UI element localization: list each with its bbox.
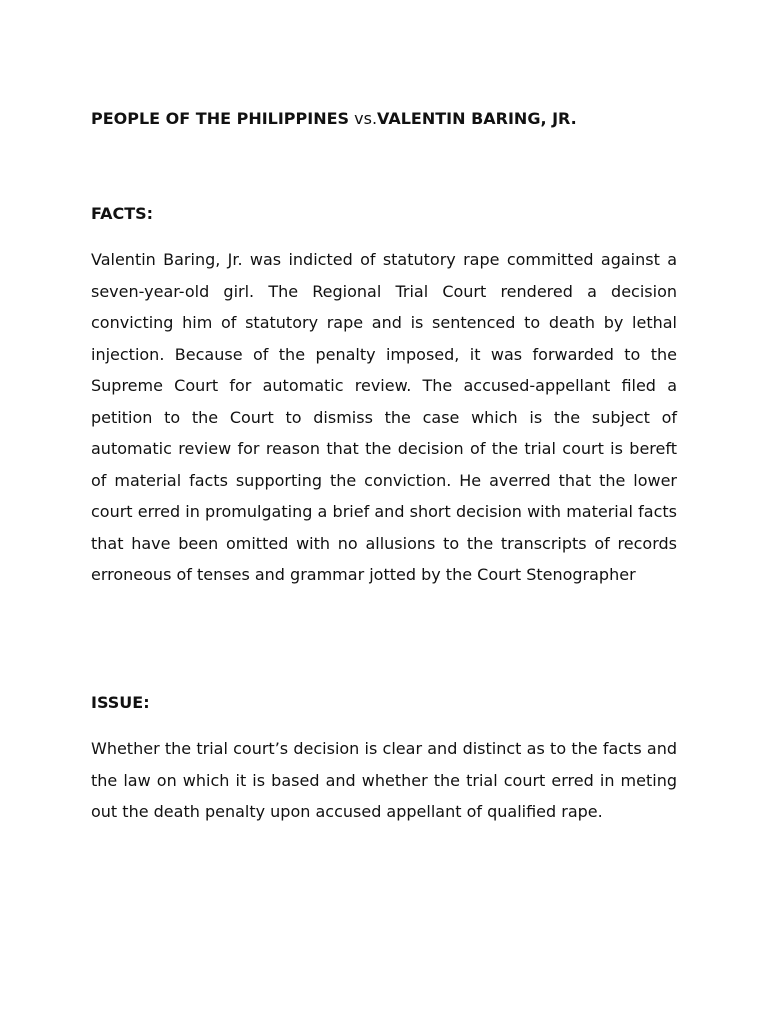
case-title [91, 108, 691, 130]
issue-heading: ISSUE: [91, 693, 150, 712]
case-title-party-two: VALENTIN BARING, JR. [377, 109, 577, 128]
facts-paragraph: Valentin Baring, Jr. was indicted of statutory rape committed against a seven-year-old girl. The Regional Trial Court rendered a decision convicting him of statutory rape and is sentenced to death by lethal injection. Because of the penalty imposed, it was forwarded to the Supreme Court for automatic review. The accused-appellant filed a petition to the Court to dismiss the case which is the subject of automatic review for reason that the decision of the trial court is bereft of material facts supporting the conviction. He averred that the lower court erred in promulgating a brief and short decision with material facts that have been omitted with no allusions to the transcripts of records erroneous of tenses and grammar jotted by the Court Stenographer [91, 250, 677, 584]
issue-paragraph: Whether the trial court’s decision is clear and distinct as to the facts and the law on which it is based and whether the trial court erred in meting out the death penalty upon accused appellant of qualified rape. [91, 739, 677, 821]
facts-heading: FACTS: [91, 204, 154, 223]
case-title-versus: vs. [349, 109, 378, 128]
case-title-party-one: PEOPLE OF THE PHILIPPINES [91, 109, 350, 128]
